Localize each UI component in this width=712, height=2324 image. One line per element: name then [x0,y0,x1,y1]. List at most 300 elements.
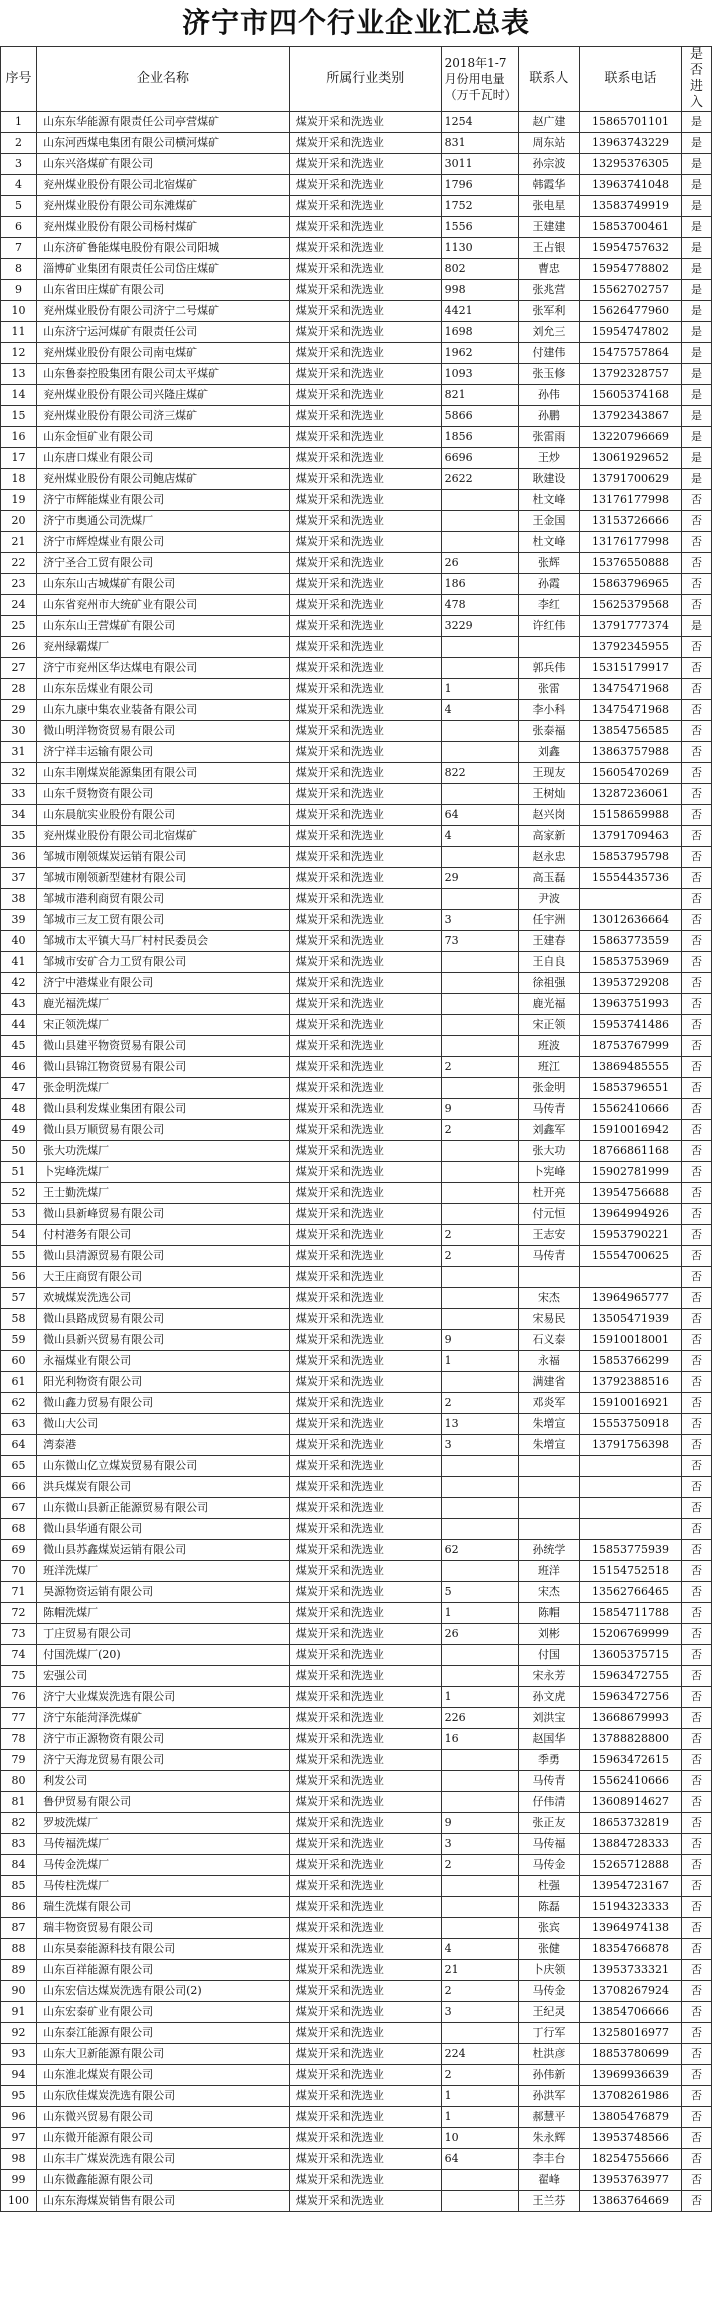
cell-no: 54 [1,1225,37,1246]
cell-industry: 煤炭开采和洗选业 [289,784,441,805]
cell-industry: 煤炭开采和洗选业 [289,1918,441,1939]
cell-industry: 煤炭开采和洗选业 [289,952,441,973]
cell-phone [579,1456,681,1477]
table-row [1,2149,712,2170]
table-row [1,1603,712,1624]
cell-contact: 张泰福 [519,721,580,742]
cell-electricity: 2 [441,1057,518,1078]
cell-name: 阳光利物资有限公司 [37,1372,290,1393]
cell-no: 18 [1,469,37,490]
cell-contact: 王建春 [519,931,580,952]
cell-industry: 煤炭开采和洗选业 [289,322,441,343]
cell-contact: 孙宗波 [519,154,580,175]
cell-no: 31 [1,742,37,763]
cell-no: 89 [1,1960,37,1981]
cell-no: 95 [1,2086,37,2107]
cell-entered: 否 [682,1288,712,1309]
cell-electricity: 821 [441,385,518,406]
cell-no: 53 [1,1204,37,1225]
cell-no: 87 [1,1918,37,1939]
cell-entered: 否 [682,2128,712,2149]
cell-name: 济宁天海龙贸易有限公司 [37,1750,290,1771]
cell-industry: 煤炭开采和洗选业 [289,175,441,196]
cell-name: 淄博矿业集团有限责任公司岱庄煤矿 [37,259,290,280]
table-row [1,931,712,952]
cell-contact [519,637,580,658]
cell-electricity [441,1288,518,1309]
cell-electricity: 186 [441,574,518,595]
cell-name: 马传柱洗煤厂 [37,1876,290,1897]
cell-phone: 13863764669 [579,2191,681,2212]
cell-industry: 煤炭开采和洗选业 [289,1393,441,1414]
cell-electricity: 831 [441,133,518,154]
cell-entered: 否 [682,1960,712,1981]
table-row [1,658,712,679]
cell-electricity [441,1750,518,1771]
cell-name: 湾泰港 [37,1435,290,1456]
cell-no: 22 [1,553,37,574]
cell-industry: 煤炭开采和洗选业 [289,1330,441,1351]
cell-electricity: 73 [441,931,518,952]
table-row [1,1435,712,1456]
cell-industry: 煤炭开采和洗选业 [289,1372,441,1393]
cell-contact: 杜开亮 [519,1183,580,1204]
cell-phone: 13792328757 [579,364,681,385]
cell-industry: 煤炭开采和洗选业 [289,910,441,931]
cell-industry: 煤炭开采和洗选业 [289,1876,441,1897]
table-row [1,196,712,217]
cell-no: 36 [1,847,37,868]
cell-phone: 15554435736 [579,868,681,889]
cell-no: 59 [1,1330,37,1351]
cell-electricity: 1130 [441,238,518,259]
cell-no: 81 [1,1792,37,1813]
cell-industry: 煤炭开采和洗选业 [289,994,441,1015]
cell-contact: 刘鑫军 [519,1120,580,1141]
cell-name: 马传福洗煤厂 [37,1834,290,1855]
table-row [1,1540,712,1561]
cell-no: 82 [1,1813,37,1834]
cell-contact: 永福 [519,1351,580,1372]
cell-industry: 煤炭开采和洗选业 [289,658,441,679]
cell-contact: 韩霞华 [519,175,580,196]
cell-phone: 13608914627 [579,1792,681,1813]
cell-no: 13 [1,364,37,385]
cell-entered: 否 [682,1309,712,1330]
cell-industry: 煤炭开采和洗选业 [289,1687,441,1708]
table-row [1,448,712,469]
cell-electricity [441,2191,518,2212]
cell-no: 48 [1,1099,37,1120]
table-row [1,1834,712,1855]
cell-electricity: 21 [441,1960,518,1981]
cell-entered: 否 [682,2023,712,2044]
cell-contact: 朱永辉 [519,2128,580,2149]
cell-no: 9 [1,280,37,301]
cell-name: 济宁东能菏泽洗煤矿 [37,1708,290,1729]
cell-contact: 高玉磊 [519,868,580,889]
cell-contact: 仔伟清 [519,1792,580,1813]
cell-name: 付村港务有限公司 [37,1225,290,1246]
cell-contact: 赵永忠 [519,847,580,868]
table-row [1,805,712,826]
cell-industry: 煤炭开采和洗选业 [289,490,441,511]
cell-name: 鹿光福洗煤厂 [37,994,290,1015]
cell-industry: 煤炭开采和洗选业 [289,1834,441,1855]
cell-electricity [441,784,518,805]
cell-entered: 否 [682,1540,712,1561]
cell-electricity [441,1519,518,1540]
table-row [1,532,712,553]
cell-contact: 陈帽 [519,1603,580,1624]
table-row [1,553,712,574]
cell-phone [579,1267,681,1288]
cell-phone: 15315179917 [579,658,681,679]
cell-industry: 煤炭开采和洗选业 [289,280,441,301]
cell-contact: 孙霞 [519,574,580,595]
cell-industry: 煤炭开采和洗选业 [289,2149,441,2170]
table-row [1,2044,712,2065]
table-row [1,385,712,406]
cell-entered: 否 [682,1162,712,1183]
cell-no: 37 [1,868,37,889]
cell-name: 微山县华通有限公司 [37,1519,290,1540]
cell-name: 宏强公司 [37,1666,290,1687]
cell-no: 98 [1,2149,37,2170]
cell-no: 83 [1,1834,37,1855]
cell-no: 93 [1,2044,37,2065]
cell-contact: 王金国 [519,511,580,532]
cell-entered: 是 [682,238,712,259]
cell-industry: 煤炭开采和洗选业 [289,1456,441,1477]
cell-entered: 否 [682,658,712,679]
cell-entered: 否 [682,511,712,532]
cell-industry: 煤炭开采和洗选业 [289,931,441,952]
cell-electricity [441,1162,518,1183]
cell-industry: 煤炭开采和洗选业 [289,1603,441,1624]
cell-no: 85 [1,1876,37,1897]
cell-entered: 是 [682,301,712,322]
cell-entered: 否 [682,889,712,910]
cell-no: 86 [1,1897,37,1918]
table-row [1,2065,712,2086]
cell-phone: 13953733321 [579,1960,681,1981]
cell-entered: 否 [682,1624,712,1645]
table-row [1,1918,712,1939]
cell-industry: 煤炭开采和洗选业 [289,1708,441,1729]
cell-name: 邹城市刚领新型建材有限公司 [37,868,290,889]
cell-contact: 马传金 [519,1981,580,2002]
cell-phone: 15954778802 [579,259,681,280]
table-row [1,2128,712,2149]
cell-name: 山东淮北煤炭有限公司 [37,2065,290,2086]
cell-electricity: 224 [441,2044,518,2065]
cell-phone: 15265712888 [579,1855,681,1876]
cell-phone: 13792343867 [579,406,681,427]
cell-contact: 任宇洲 [519,910,580,931]
cell-no: 17 [1,448,37,469]
cell-electricity [441,1498,518,1519]
cell-entered: 否 [682,994,712,1015]
cell-entered: 否 [682,1267,712,1288]
cell-contact: 李红 [519,595,580,616]
cell-name: 山东昊泰能源科技有限公司 [37,1939,290,1960]
cell-name: 邹城市刚领煤炭运销有限公司 [37,847,290,868]
cell-entered: 是 [682,364,712,385]
cell-contact: 张金明 [519,1078,580,1099]
table-row [1,154,712,175]
cell-electricity: 226 [441,1708,518,1729]
table-row [1,2023,712,2044]
cell-phone: 13953763977 [579,2170,681,2191]
cell-no: 46 [1,1057,37,1078]
table-row [1,1246,712,1267]
table-row [1,1309,712,1330]
cell-industry: 煤炭开采和洗选业 [289,1078,441,1099]
table-row [1,616,712,637]
table-row [1,1897,712,1918]
cell-no: 19 [1,490,37,511]
cell-entered: 否 [682,595,712,616]
cell-no: 35 [1,826,37,847]
cell-phone: 13969936639 [579,2065,681,2086]
cell-name: 丁庄贸易有限公司 [37,1624,290,1645]
cell-no: 69 [1,1540,37,1561]
cell-electricity: 1 [441,1687,518,1708]
table-row [1,742,712,763]
table-row [1,112,712,133]
cell-industry: 煤炭开采和洗选业 [289,1582,441,1603]
cell-phone [579,1477,681,1498]
cell-no: 55 [1,1246,37,1267]
cell-electricity: 2 [441,2065,518,2086]
cell-phone: 15963472615 [579,1750,681,1771]
cell-entered: 否 [682,1792,712,1813]
cell-contact: 刘鑫 [519,742,580,763]
cell-name: 瑞生洗煤有限公司 [37,1897,290,1918]
cell-phone: 15954747802 [579,322,681,343]
cell-electricity [441,658,518,679]
cell-contact: 张电星 [519,196,580,217]
cell-entered: 否 [682,1414,712,1435]
table-row [1,1687,712,1708]
cell-electricity: 4 [441,700,518,721]
table-row [1,1120,712,1141]
cell-phone: 13605375715 [579,1645,681,1666]
header-entered: 是否进入 [682,47,712,112]
cell-entered: 否 [682,1855,712,1876]
cell-entered: 否 [682,1813,712,1834]
cell-phone: 13964994926 [579,1204,681,1225]
cell-name: 山东丰广煤炭洗选有限公司 [37,2149,290,2170]
cell-contact: 郭兵伟 [519,658,580,679]
table-row [1,1267,712,1288]
cell-industry: 煤炭开采和洗选业 [289,1897,441,1918]
cell-name: 山东唐口煤业有限公司 [37,448,290,469]
cell-contact: 宋永芳 [519,1666,580,1687]
cell-entered: 否 [682,1834,712,1855]
cell-electricity [441,1078,518,1099]
cell-name: 马传金洗煤厂 [37,1855,290,1876]
cell-no: 92 [1,2023,37,2044]
cell-entered: 否 [682,1582,712,1603]
cell-electricity [441,721,518,742]
cell-entered: 否 [682,1036,712,1057]
cell-entered: 否 [682,2191,712,2212]
cell-entered: 否 [682,1939,712,1960]
cell-no: 99 [1,2170,37,2191]
cell-no: 32 [1,763,37,784]
cell-entered: 是 [682,280,712,301]
cell-name: 张大功洗煤厂 [37,1141,290,1162]
cell-entered: 否 [682,2086,712,2107]
cell-industry: 煤炭开采和洗选业 [289,868,441,889]
cell-contact: 班洋 [519,1561,580,1582]
cell-electricity: 26 [441,553,518,574]
cell-name: 山东东山王营煤矿有限公司 [37,616,290,637]
cell-no: 70 [1,1561,37,1582]
cell-phone: 13708261986 [579,2086,681,2107]
cell-industry: 煤炭开采和洗选业 [289,1477,441,1498]
cell-electricity: 3 [441,2002,518,2023]
cell-phone: 15902781999 [579,1162,681,1183]
table-row [1,343,712,364]
cell-no: 29 [1,700,37,721]
cell-no: 4 [1,175,37,196]
cell-electricity [441,1666,518,1687]
cell-name: 兖州煤业股份有限公司济宁二号煤矿 [37,301,290,322]
cell-name: 罗坡洗煤厂 [37,1813,290,1834]
cell-no: 67 [1,1498,37,1519]
cell-entered: 是 [682,448,712,469]
cell-electricity: 1093 [441,364,518,385]
cell-no: 62 [1,1393,37,1414]
table-row [1,1624,712,1645]
cell-phone: 13964965777 [579,1288,681,1309]
cell-entered: 否 [682,805,712,826]
table-row [1,2086,712,2107]
cell-contact: 徐祖强 [519,973,580,994]
cell-no: 75 [1,1666,37,1687]
cell-industry: 煤炭开采和洗选业 [289,1939,441,1960]
table-row [1,721,712,742]
cell-name: 兖州煤业股份有限公司北宿煤矿 [37,826,290,847]
cell-electricity: 1 [441,2086,518,2107]
cell-entered: 否 [682,637,712,658]
cell-name: 山东丰刚煤炭能源集团有限公司 [37,763,290,784]
cell-electricity [441,742,518,763]
cell-entered: 是 [682,385,712,406]
cell-phone: 15853700461 [579,217,681,238]
cell-phone: 13884728333 [579,1834,681,1855]
cell-contact: 孙统学 [519,1540,580,1561]
cell-no: 2 [1,133,37,154]
cell-name: 山东微兴贸易有限公司 [37,2107,290,2128]
cell-name: 微山县新兴贸易有限公司 [37,1330,290,1351]
table-row [1,2002,712,2023]
cell-no: 7 [1,238,37,259]
cell-industry: 煤炭开采和洗选业 [289,1981,441,2002]
table-row [1,2170,712,2191]
cell-name: 山东省兖州市大统矿业有限公司 [37,595,290,616]
cell-phone: 13176177998 [579,532,681,553]
cell-entered: 否 [682,679,712,700]
cell-industry: 煤炭开采和洗选业 [289,427,441,448]
cell-contact: 赵国华 [519,1729,580,1750]
cell-phone: 13954723167 [579,1876,681,1897]
cell-phone: 13791777374 [579,616,681,637]
cell-entered: 否 [682,1246,712,1267]
cell-contact: 赵兴岗 [519,805,580,826]
cell-electricity [441,1792,518,1813]
table-row [1,847,712,868]
cell-name: 兖州煤业股份有限公司北宿煤矿 [37,175,290,196]
cell-name: 邹城市三友工贸有限公司 [37,910,290,931]
table-row [1,1813,712,1834]
cell-electricity: 1556 [441,217,518,238]
cell-entered: 否 [682,1204,712,1225]
cell-contact: 马传青 [519,1099,580,1120]
cell-no: 60 [1,1351,37,1372]
table-row [1,889,712,910]
cell-name: 欢城煤炭洗选公司 [37,1288,290,1309]
cell-electricity [441,1372,518,1393]
table-row [1,574,712,595]
cell-no: 90 [1,1981,37,2002]
cell-contact: 杜洪彦 [519,2044,580,2065]
cell-electricity [441,994,518,1015]
cell-name: 济宁中港煤业有限公司 [37,973,290,994]
table-row [1,994,712,1015]
cell-name: 山东千贤物资有限公司 [37,784,290,805]
cell-phone: 15194323333 [579,1897,681,1918]
cell-name: 邹城市港利商贸有限公司 [37,889,290,910]
cell-contact: 付元恒 [519,1204,580,1225]
cell-phone [579,1498,681,1519]
cell-name: 山东省田庄煤矿有限公司 [37,280,290,301]
table-row [1,406,712,427]
cell-electricity: 62 [441,1540,518,1561]
table-row [1,469,712,490]
cell-name: 兖州煤业股份有限公司杨村煤矿 [37,217,290,238]
cell-phone: 13220796669 [579,427,681,448]
table-row [1,217,712,238]
cell-no: 78 [1,1729,37,1750]
cell-phone: 13505471939 [579,1309,681,1330]
cell-no: 43 [1,994,37,1015]
cell-entered: 否 [682,1351,712,1372]
table-row [1,280,712,301]
cell-no: 30 [1,721,37,742]
cell-phone: 13583749919 [579,196,681,217]
cell-industry: 煤炭开采和洗选业 [289,1225,441,1246]
cell-electricity [441,490,518,511]
cell-no: 52 [1,1183,37,1204]
cell-no: 39 [1,910,37,931]
cell-electricity: 1752 [441,196,518,217]
cell-entered: 否 [682,1519,712,1540]
cell-industry: 煤炭开采和洗选业 [289,343,441,364]
cell-no: 100 [1,2191,37,2212]
cell-phone: 13153726666 [579,511,681,532]
cell-phone: 15853796551 [579,1078,681,1099]
cell-industry: 煤炭开采和洗选业 [289,1351,441,1372]
cell-no: 96 [1,2107,37,2128]
cell-entered: 否 [682,1477,712,1498]
table-row [1,1708,712,1729]
cell-phone: 13792345955 [579,637,681,658]
cell-no: 3 [1,154,37,175]
